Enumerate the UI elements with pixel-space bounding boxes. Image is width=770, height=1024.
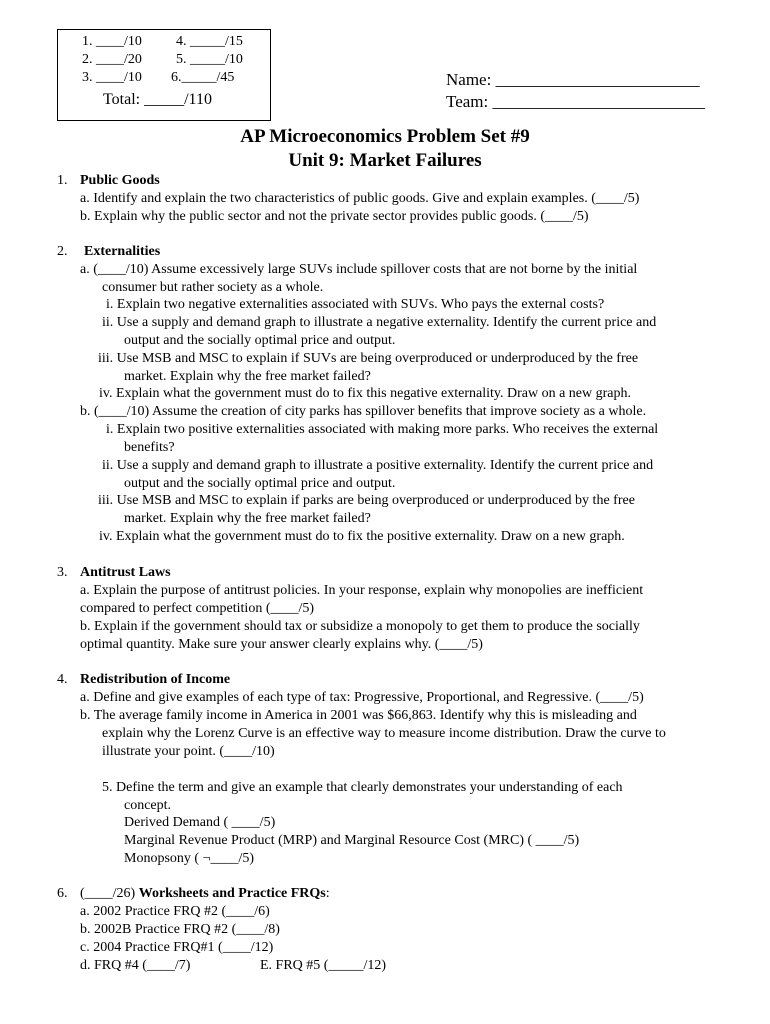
team-field: Team: _________________________ xyxy=(446,92,705,111)
q4-number: 4. xyxy=(57,672,68,687)
q3-part-a-line1: a. Explain the purpose of antitrust policies. In your response, explain why monopolies are inefficient xyxy=(80,583,644,598)
q6-heading-row xyxy=(80,886,330,902)
q5-line2: concept. xyxy=(124,798,172,813)
q2-b-iv: iv. Explain what the government must do to fix the positive externality. Draw on a new graph. xyxy=(99,529,625,544)
q2-a-ii-line1: ii. Use a supply and demand graph to illustrate a negative externality. Identify the current price and xyxy=(102,315,657,330)
q1-number: 1. xyxy=(57,173,68,188)
q2-number: 2. xyxy=(57,244,68,259)
q2-b-iii-line2: market. Explain why the free market failed? xyxy=(124,511,371,526)
q3-part-b-line2: optimal quantity. Make sure your answer clearly explains why. (____/5) xyxy=(80,637,483,652)
q2-a-i: i. Explain two negative externalities associated with SUVs. Who pays the external costs? xyxy=(106,297,605,312)
q5-derived-demand: Derived Demand ( ____/5) xyxy=(124,815,276,830)
page-subtitle: Unit 9: Market Failures xyxy=(288,150,482,171)
score-q1: 1. ____/10 xyxy=(82,34,142,49)
q2-a-iii-line2: market. Explain why the free market failed? xyxy=(124,369,371,384)
q3-number: 3. xyxy=(57,565,68,580)
q2-part-a-line1: a. (____/10) Assume excessively large SUVs include spillover costs that are not borne by the initial xyxy=(80,262,638,277)
score-q3: 3. ____/10 xyxy=(82,70,142,85)
q6-part-e: E. FRQ #5 (_____/12) xyxy=(260,958,386,973)
score-total: Total: _____/110 xyxy=(103,91,212,108)
q4-heading: Redistribution of Income xyxy=(80,672,231,687)
score-box xyxy=(57,29,271,121)
q5-line1: 5. Define the term and give an example that clearly demonstrates your understanding of each xyxy=(102,780,623,795)
q6-heading: Worksheets and Practice FRQs xyxy=(138,886,326,901)
score-q2: 2. ____/20 xyxy=(82,52,142,67)
q1-part-a: a. Identify and explain the two characteristics of public goods. Give and explain examples. (____/5) xyxy=(80,191,640,206)
score-q4: 4. _____/15 xyxy=(176,34,243,49)
q6-part-a: a. 2002 Practice FRQ #2 (____/6) xyxy=(80,904,270,919)
q3-part-b-line1: b. Explain if the government should tax or subsidize a monopoly to get them to produce the socially xyxy=(80,619,640,634)
q4-part-b-line1: b. The average family income in America in 2001 was $66,863. Identify why this is misleading and xyxy=(80,708,637,723)
q6-part-d: d. FRQ #4 (____/7) xyxy=(80,958,191,973)
q2-heading: Externalities xyxy=(84,244,161,259)
q6-part-c: c. 2004 Practice FRQ#1 (____/12) xyxy=(80,940,274,955)
q5-mrp-mrc: Marginal Revenue Product (MRP) and Marginal Resource Cost (MRC) ( ____/5) xyxy=(124,833,580,848)
name-field: Name: ________________________ xyxy=(446,70,700,89)
q6-colon: : xyxy=(325,886,330,901)
q4-part-a: a. Define and give examples of each type of tax: Progressive, Proportional, and Regressive. (____/5) xyxy=(80,690,644,705)
q1-heading: Public Goods xyxy=(80,173,160,188)
q2-a-ii-line2: output and the socially optimal price and output. xyxy=(124,333,396,348)
q2-b-iii-line1: iii. Use MSB and MSC to explain if parks are being overproduced or underproduced by the free xyxy=(98,493,635,508)
q5-monopsony: Monopsony ( ¬____/5) xyxy=(124,851,255,866)
q4-part-b-line3: illustrate your point. (____/10) xyxy=(102,744,275,759)
q2-b-ii-line1: ii. Use a supply and demand graph to illustrate a positive externality. Identify the current price and xyxy=(102,458,654,473)
q3-part-a-line2: compared to perfect competition (____/5) xyxy=(80,601,315,616)
q2-part-b-line1: b. (____/10) Assume the creation of city parks has spillover benefits that improve society as a whole. xyxy=(80,404,647,419)
q2-part-a-line2: consumer but rather society as a whole. xyxy=(102,280,324,295)
q2-b-i-line2: benefits? xyxy=(124,440,175,455)
score-q5: 5. _____/10 xyxy=(176,52,243,67)
q6-number: 6. xyxy=(57,886,68,901)
q3-heading: Antitrust Laws xyxy=(80,565,171,580)
q2-a-iv: iv. Explain what the government must do to fix this negative externality. Draw on a new graph. xyxy=(99,386,631,401)
q6-part-b: b. 2002B Practice FRQ #2 (____/8) xyxy=(80,922,280,937)
q6-score-blank: (____/26) xyxy=(80,886,139,901)
score-q6: 6._____/45 xyxy=(171,70,235,85)
q2-b-ii-line2: output and the socially optimal price and output. xyxy=(124,476,396,491)
q2-a-iii-line1: iii. Use MSB and MSC to explain if SUVs are being overproduced or underproduced by the free xyxy=(98,351,639,366)
q1-part-b: b. Explain why the public sector and not the private sector provides public goods. (____/5) xyxy=(80,209,589,224)
q2-b-i-line1: i. Explain two positive externalities associated with making more parks. Who receives the external xyxy=(106,422,659,437)
page-title: AP Microeconomics Problem Set #9 xyxy=(240,126,530,147)
q4-part-b-line2: explain why the Lorenz Curve is an effective way to measure income distribution. Draw the curve to xyxy=(102,726,666,741)
